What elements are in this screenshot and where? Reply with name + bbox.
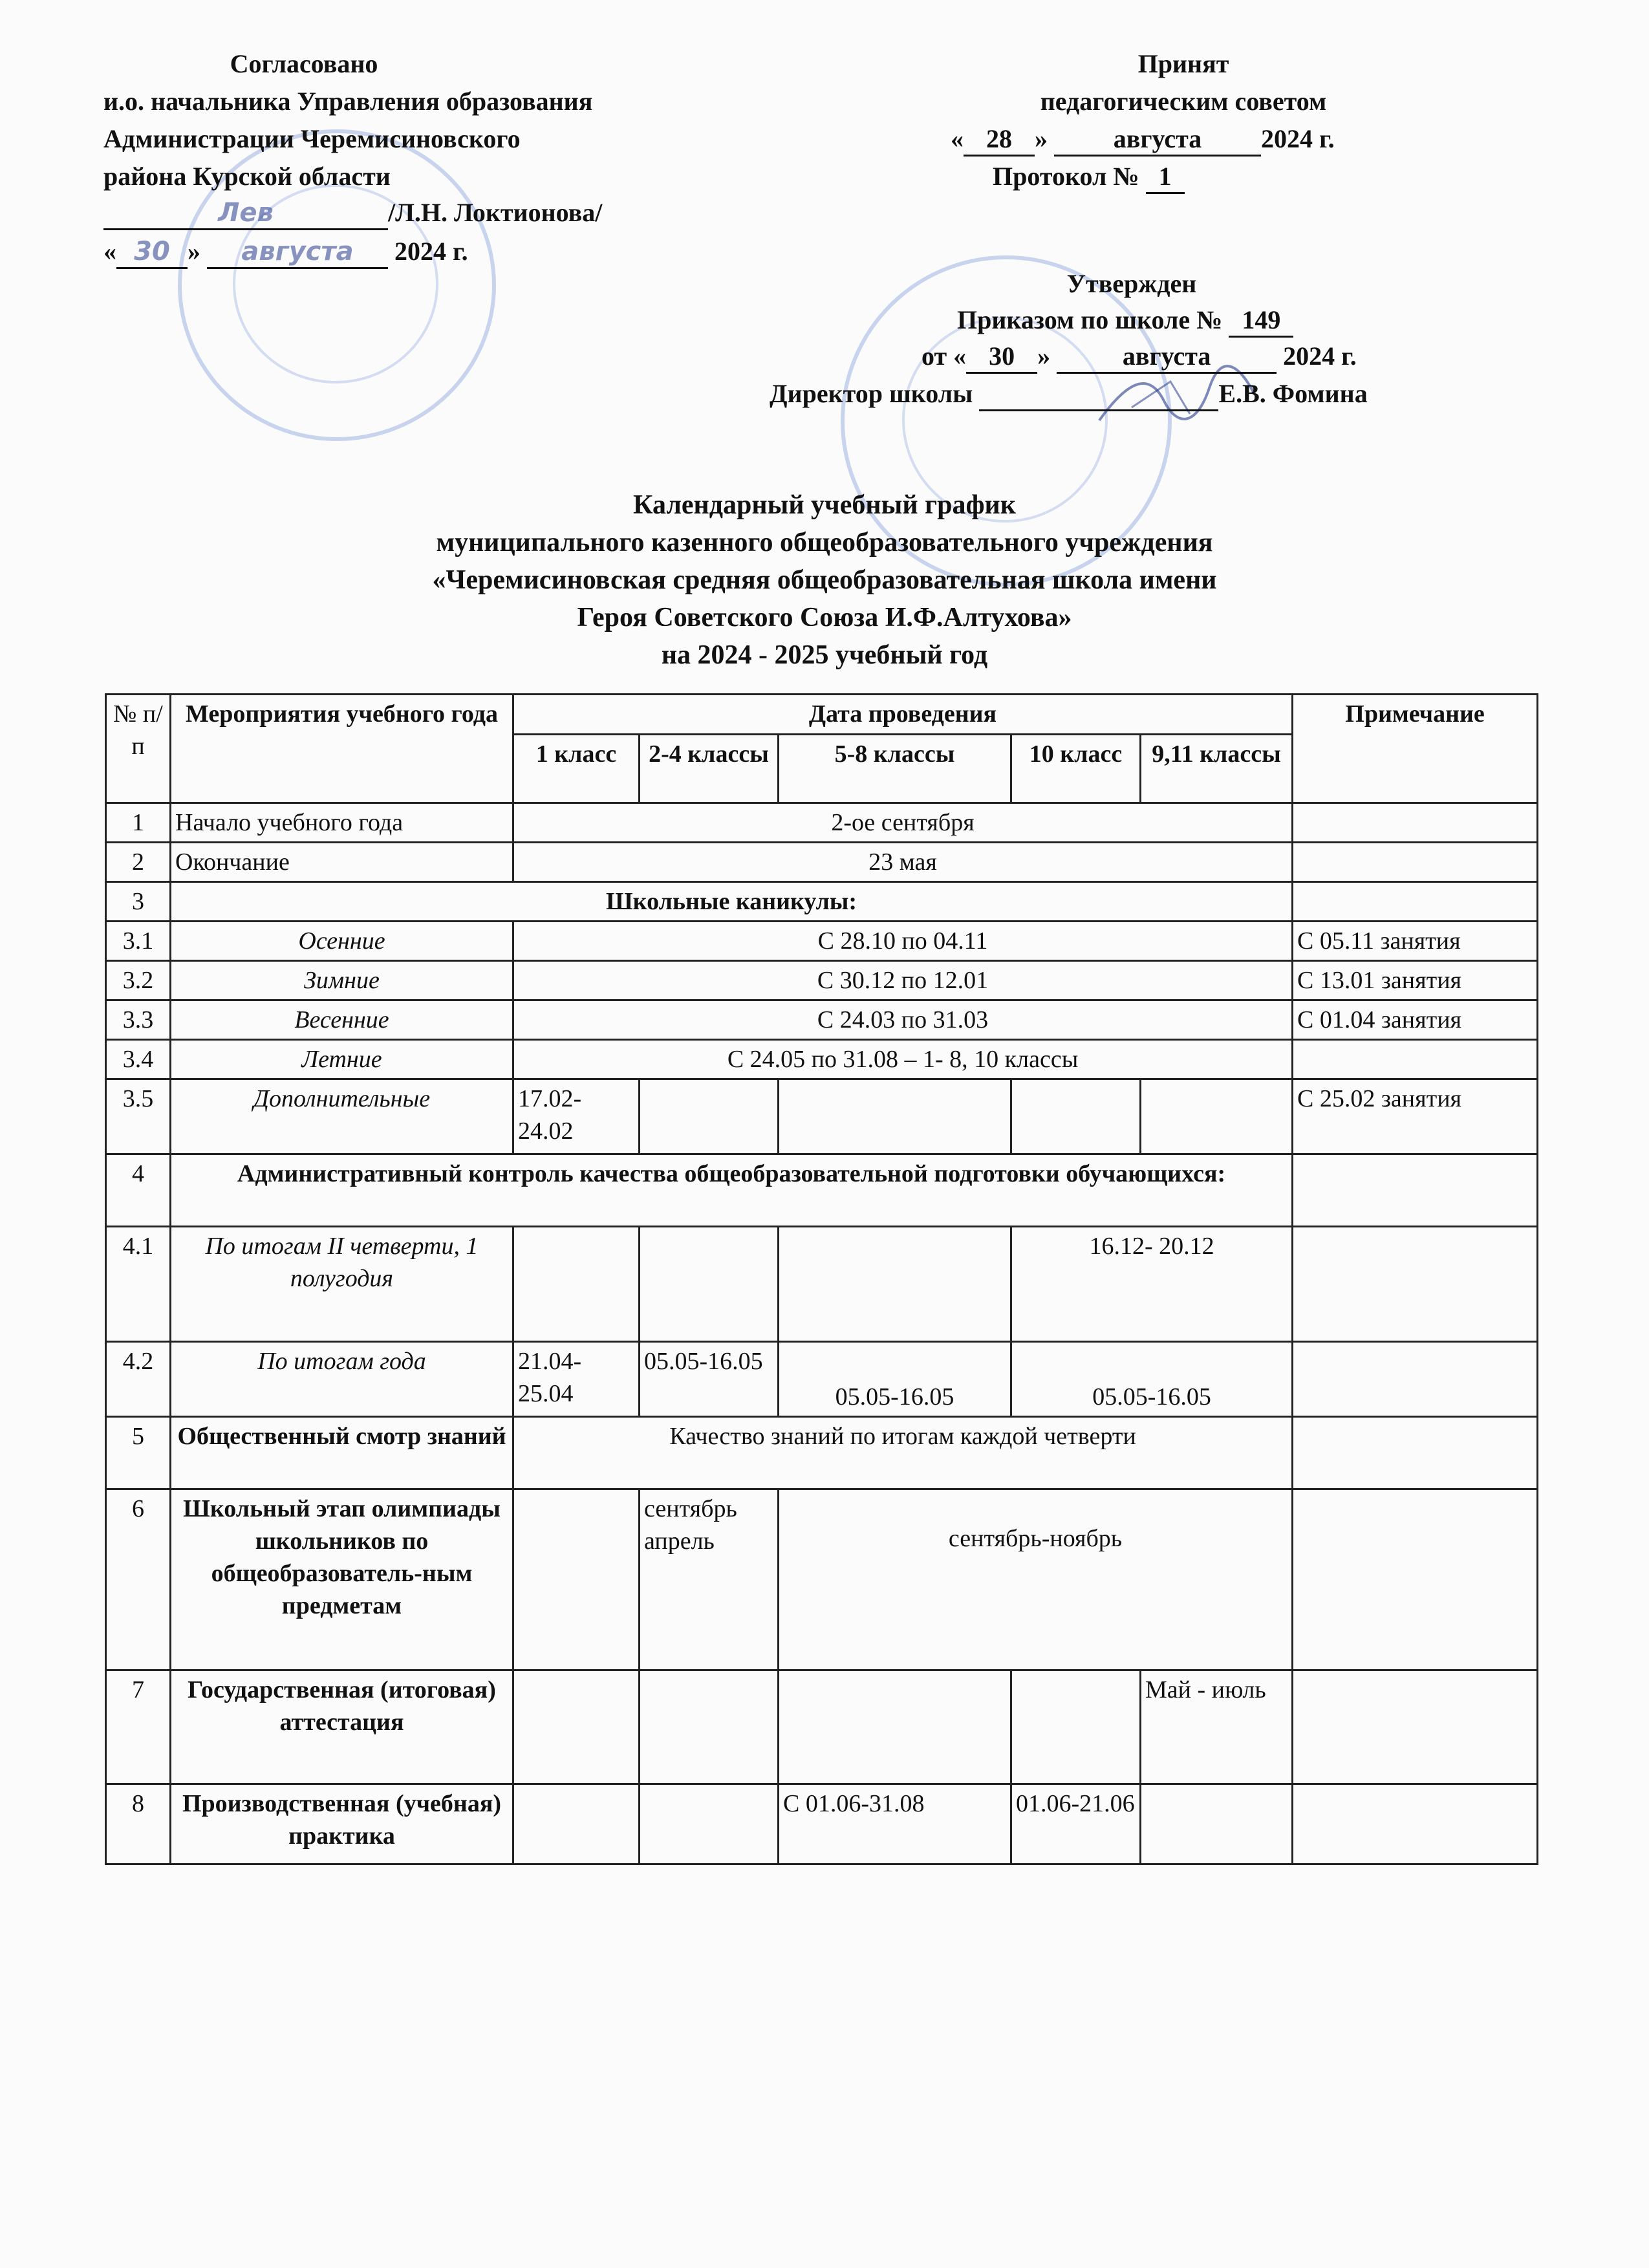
table-row	[106, 1342, 1538, 1417]
table-row	[106, 882, 1538, 922]
agreed-date-month: августа	[207, 236, 388, 269]
col-header-class-9-11: 9,11 классы	[1141, 735, 1293, 803]
row-class-10	[1011, 1079, 1141, 1154]
col-header-class-5-8: 5-8 классы	[779, 735, 1011, 803]
row-note	[1293, 1417, 1538, 1489]
approved-date-open: от «	[921, 341, 967, 371]
col-header-note: Примечание	[1293, 695, 1538, 803]
row-name: Начало учебного года	[171, 803, 513, 843]
agreed-line-1: и.о. начальника Управления образования	[103, 87, 593, 116]
agreed-date-open: «	[103, 237, 116, 266]
row-section-title: Школьные каникулы:	[171, 882, 1293, 922]
agreed-signature: Лев	[218, 198, 274, 228]
doc-title-line-2: муниципального казенного общеобразовательного учреждения	[436, 528, 1213, 557]
row-num: 4	[106, 1154, 171, 1227]
row-name: Производственная (учебная) практика	[171, 1784, 513, 1864]
row-class-2-4	[640, 1670, 779, 1784]
approved-order	[957, 301, 1293, 339]
accepted-date-year: 2024 г.	[1261, 124, 1335, 153]
row-class-1: 21.04-25.04	[513, 1342, 640, 1417]
row-value: Качество знаний по итогам каждой четверти	[513, 1417, 1293, 1489]
col-header-date-group: Дата проведения	[513, 695, 1293, 735]
agreed-signer: /Л.Н. Локтионова/	[388, 198, 603, 227]
row-num: 3.4	[106, 1040, 171, 1079]
row-note: С 25.02 занятия	[1293, 1079, 1538, 1154]
accepted-date-mid: »	[1035, 124, 1048, 153]
agreed-line-3: района Курской области	[103, 162, 391, 191]
row-note	[1293, 1489, 1538, 1670]
row-value: С 30.12 по 12.01	[513, 961, 1293, 1000]
row-name: Государственная (итоговая) аттестация	[171, 1670, 513, 1784]
doc-title-line-5: на 2024 - 2025 учебный год	[661, 640, 988, 670]
row-note: С 05.11 занятия	[1293, 922, 1538, 961]
accepted-line-1: педагогическим советом	[1040, 87, 1327, 116]
agreed-title: Согласовано	[230, 49, 378, 78]
approved-title: Утвержден	[1066, 269, 1197, 298]
agreed-line-2: Администрации Черемисиновского	[103, 124, 521, 153]
row-name: По итогам года	[171, 1342, 513, 1417]
row-num: 3.1	[106, 922, 171, 961]
header-row-1	[106, 695, 1538, 735]
col-header-class-1: 1 класс	[513, 735, 640, 803]
row-note: С 13.01 занятия	[1293, 961, 1538, 1000]
accepted-protocol-label: Протокол №	[993, 162, 1139, 191]
row-value: 2-ое сентября	[513, 803, 1293, 843]
row-class-5-8	[779, 1227, 1011, 1342]
row-num: 7	[106, 1670, 171, 1784]
approved-date-mid: »	[1037, 341, 1051, 371]
approved-date	[921, 338, 1357, 375]
table-row	[106, 843, 1538, 882]
table-row	[106, 1154, 1538, 1227]
row-name: Дополнительные	[171, 1079, 513, 1154]
doc-title-line-4: Героя Советского Союза И.Ф.Алтухова»	[577, 603, 1072, 632]
row-class-10-11: 16.12- 20.12	[1011, 1227, 1293, 1342]
row-value: С 28.10 по 04.11	[513, 922, 1293, 961]
approved-director-label: Директор школы	[770, 379, 973, 408]
row-name: Зимние	[171, 961, 513, 1000]
col-header-class-10: 10 класс	[1011, 735, 1141, 803]
row-num: 4.2	[106, 1342, 171, 1417]
row-note: С 01.04 занятия	[1293, 1000, 1538, 1040]
row-class-2-4: сентябрь апрель	[640, 1489, 779, 1670]
accepted-date-open: «	[951, 124, 964, 153]
row-class-9-11: Май - июль	[1141, 1670, 1293, 1784]
row-note	[1293, 1154, 1538, 1227]
agreed-date-day: 30	[116, 236, 188, 269]
row-class-1	[513, 1784, 640, 1864]
row-num: 3.5	[106, 1079, 171, 1154]
row-class-1	[513, 1227, 640, 1342]
row-class-5-8: 05.05-16.05	[779, 1342, 1011, 1417]
row-name: Весенние	[171, 1000, 513, 1040]
table-row	[106, 1000, 1538, 1040]
row-note	[1293, 882, 1538, 922]
table-row	[106, 1417, 1538, 1489]
table-row	[106, 1227, 1538, 1342]
row-class-10: 01.06-21.06	[1011, 1784, 1141, 1864]
row-num: 8	[106, 1784, 171, 1864]
col-header-event: Мероприятия учебного года	[171, 695, 513, 803]
row-note	[1293, 843, 1538, 882]
approved-director-name: Е.В. Фомина	[1218, 379, 1368, 408]
row-class-1	[513, 1670, 640, 1784]
row-section-title: Административный контроль качества общеобразовательной подготовки обучающихся:	[171, 1154, 1293, 1227]
row-class-1	[513, 1489, 640, 1670]
row-num: 4.1	[106, 1227, 171, 1342]
accepted-date-month: августа	[1054, 124, 1261, 157]
table-row	[106, 803, 1538, 843]
row-value: 23 мая	[513, 843, 1293, 882]
row-num: 2	[106, 843, 171, 882]
col-header-num: № п/п	[106, 695, 171, 803]
row-num: 1	[106, 803, 171, 843]
row-name: Осенние	[171, 922, 513, 961]
row-note	[1293, 1342, 1538, 1417]
approved-order-label: Приказом по школе №	[957, 305, 1223, 334]
row-num: 3	[106, 882, 171, 922]
doc-title-line-3: «Черемисиновская средняя общеобразовательная школа имени	[432, 565, 1217, 595]
agreed-signature-line	[103, 194, 602, 232]
approved-director	[770, 375, 1368, 413]
row-class-9-11	[1141, 1784, 1293, 1864]
row-class-2-4: 05.05-16.05	[640, 1342, 779, 1417]
table-row	[106, 922, 1538, 961]
col-header-class-2-4: 2-4 классы	[640, 735, 779, 803]
row-note	[1293, 1784, 1538, 1864]
row-name: Окончание	[171, 843, 513, 882]
table-row	[106, 1079, 1538, 1154]
row-class-2-4	[640, 1227, 779, 1342]
accepted-protocol-no: 1	[1146, 161, 1185, 194]
agreed-date-year: 2024 г.	[394, 237, 468, 266]
approved-director-signature-line	[979, 378, 1218, 411]
schedule-table	[105, 693, 1538, 1865]
row-name: Общественный смотр знаний	[171, 1417, 513, 1489]
approved-date-year: 2024 г.	[1283, 341, 1357, 371]
row-class-10	[1011, 1670, 1141, 1784]
approved-date-day: 30	[966, 341, 1037, 374]
row-num: 6	[106, 1489, 171, 1670]
row-class-10-11: 05.05-16.05	[1011, 1342, 1293, 1417]
row-class-1: 17.02-24.02	[513, 1079, 640, 1154]
table-row	[106, 1040, 1538, 1079]
row-value: С 24.03 по 31.03	[513, 1000, 1293, 1040]
row-num: 5	[106, 1417, 171, 1489]
row-class-2-4	[640, 1079, 779, 1154]
table-row	[106, 1670, 1538, 1784]
row-num: 3.2	[106, 961, 171, 1000]
row-name: Летние	[171, 1040, 513, 1079]
row-num: 3.3	[106, 1000, 171, 1040]
accepted-protocol	[993, 158, 1185, 195]
row-class-5-8	[779, 1079, 1011, 1154]
table-row	[106, 1784, 1538, 1864]
accepted-date	[951, 120, 1335, 158]
accepted-date-day: 28	[964, 124, 1035, 157]
doc-title-line-1: Календарный учебный график	[633, 490, 1016, 520]
row-note	[1293, 1227, 1538, 1342]
row-note	[1293, 1040, 1538, 1079]
row-name: Школьный этап олимпиады школьников по общеобразователь-ным предметам	[171, 1489, 513, 1670]
row-class-9-11	[1141, 1079, 1293, 1154]
table-row	[106, 961, 1538, 1000]
row-class-5-8: С 01.06-31.08	[779, 1784, 1011, 1864]
row-name: По итогам II четверти, 1 полугодия	[171, 1227, 513, 1342]
table-row	[106, 1489, 1538, 1670]
row-class-5-8	[779, 1670, 1011, 1784]
agreed-date	[103, 233, 468, 270]
row-class-5-11: сентябрь-ноябрь	[779, 1489, 1293, 1670]
approved-order-no: 149	[1229, 305, 1293, 338]
row-class-2-4	[640, 1784, 779, 1864]
agreed-date-mid: »	[188, 237, 200, 266]
accepted-title: Принят	[1137, 49, 1229, 78]
approved-date-month: августа	[1057, 341, 1277, 374]
row-value: С 24.05 по 31.08 – 1- 8, 10 классы	[513, 1040, 1293, 1079]
row-note	[1293, 803, 1538, 843]
row-note	[1293, 1670, 1538, 1784]
